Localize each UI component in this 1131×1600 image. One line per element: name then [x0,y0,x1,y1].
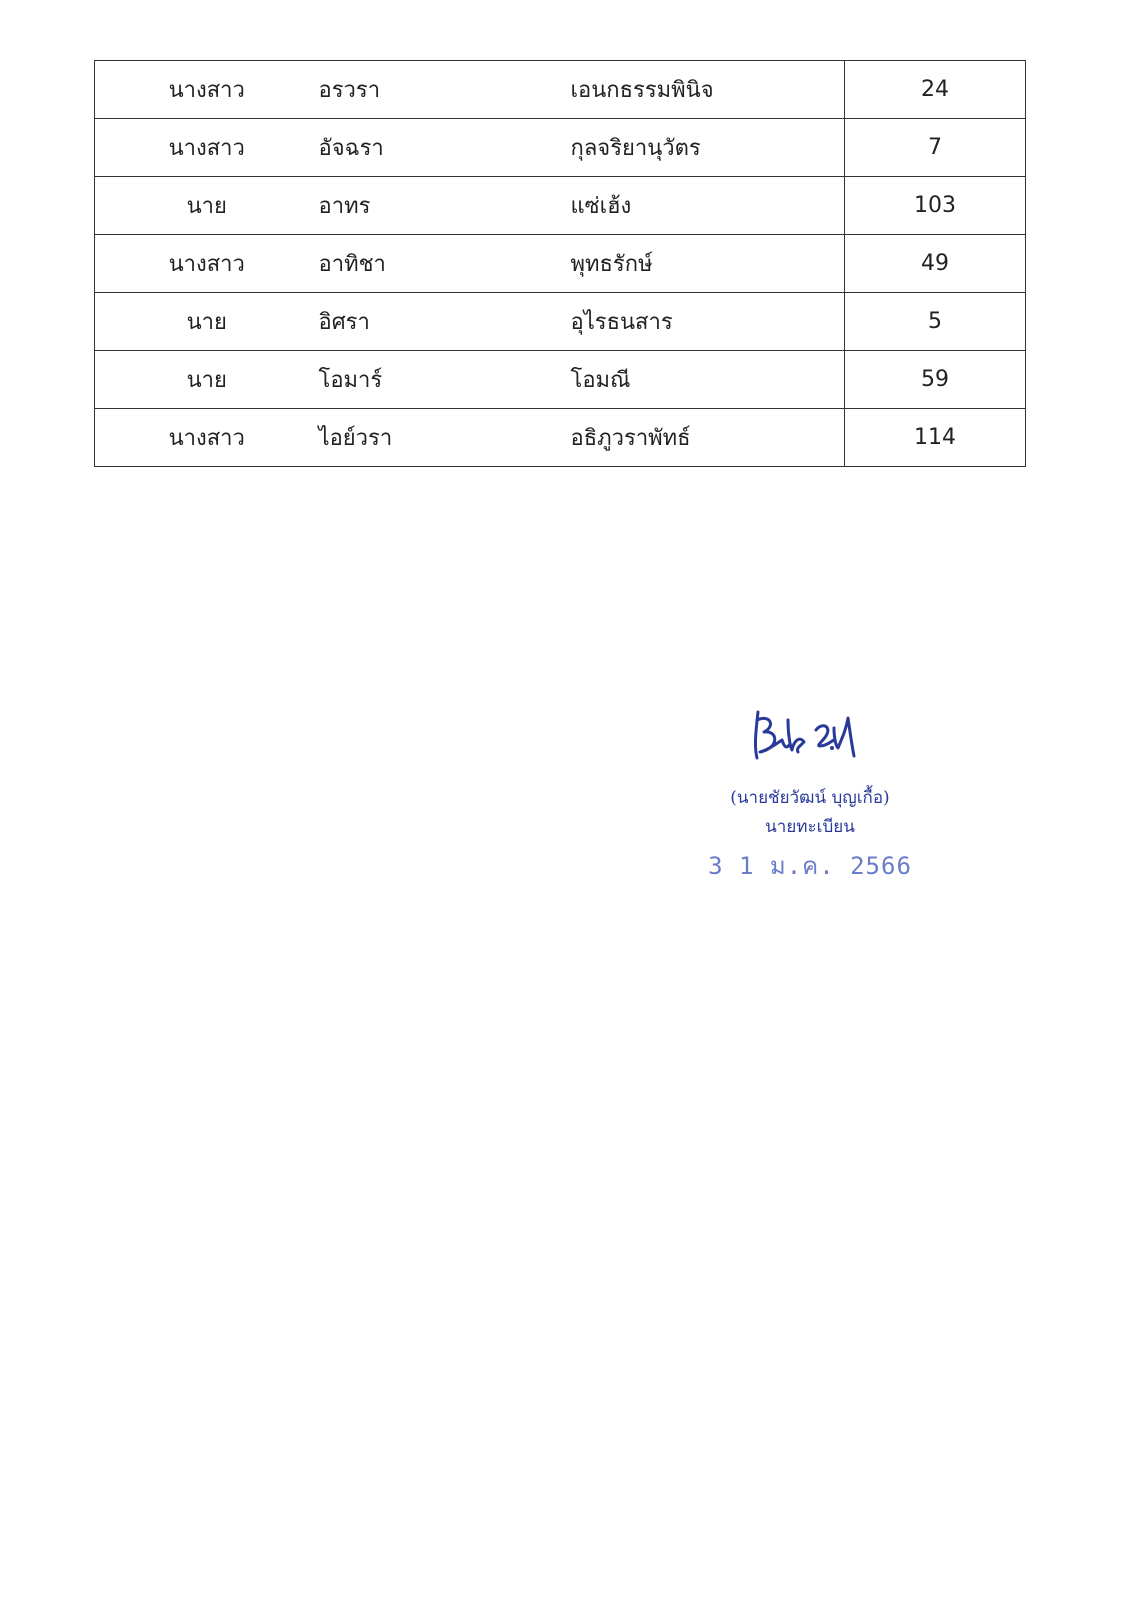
title-cell: นางสาว [95,61,299,119]
title-cell: นาย [95,351,299,409]
first-name-cell: อรวรา [318,78,381,103]
number-cell: 59 [845,351,1026,409]
handwritten-signature [730,700,890,770]
table-row [95,293,1026,351]
table-row [95,61,1026,119]
last-name-cell: โอมณี [570,368,631,393]
last-name-cell: อุไรธนสาร [570,310,673,335]
date-stamp: 3 1 ม.ค. 2566 [708,852,912,880]
last-name-cell: เอนกธรรมพินิจ [570,78,714,103]
number-cell: 49 [845,235,1026,293]
number-cell: 7 [845,119,1026,177]
number-cell: 114 [845,409,1026,467]
first-name-cell: โอมาร์ [318,368,383,393]
title-cell: นาย [95,293,299,351]
title-cell: นางสาว [95,409,299,467]
table-row [95,177,1026,235]
first-name-cell: อาทร [318,194,371,219]
first-name-cell: อัจฉรา [318,136,384,161]
last-name-cell: แซ่เฮ้ง [570,194,632,219]
number-cell: 24 [845,61,1026,119]
table-row [95,235,1026,293]
title-cell: นางสาว [95,119,299,177]
title-cell: นาย [95,177,299,235]
signatory-position: นายทะเบียน [765,817,855,837]
table-row [95,351,1026,409]
title-cell: นางสาว [95,235,299,293]
number-cell: 5 [845,293,1026,351]
first-name-cell: อาทิชา [318,252,386,277]
table-row [95,119,1026,177]
last-name-cell: อธิภูวราพัทธ์ [570,426,691,451]
first-name-cell: ไอย์วรา [318,426,393,451]
first-name-cell: อิศรา [318,310,370,335]
last-name-cell: พุทธรักษ์ [570,252,653,277]
signatory-name: (นายชัยวัฒน์ บุญเกื้อ) [730,788,890,808]
number-cell: 103 [845,177,1026,235]
name-list-table [94,60,1026,467]
signature-block [700,700,920,885]
last-name-cell: กุลจริยานุวัตร [570,136,701,161]
table-row [95,409,1026,467]
